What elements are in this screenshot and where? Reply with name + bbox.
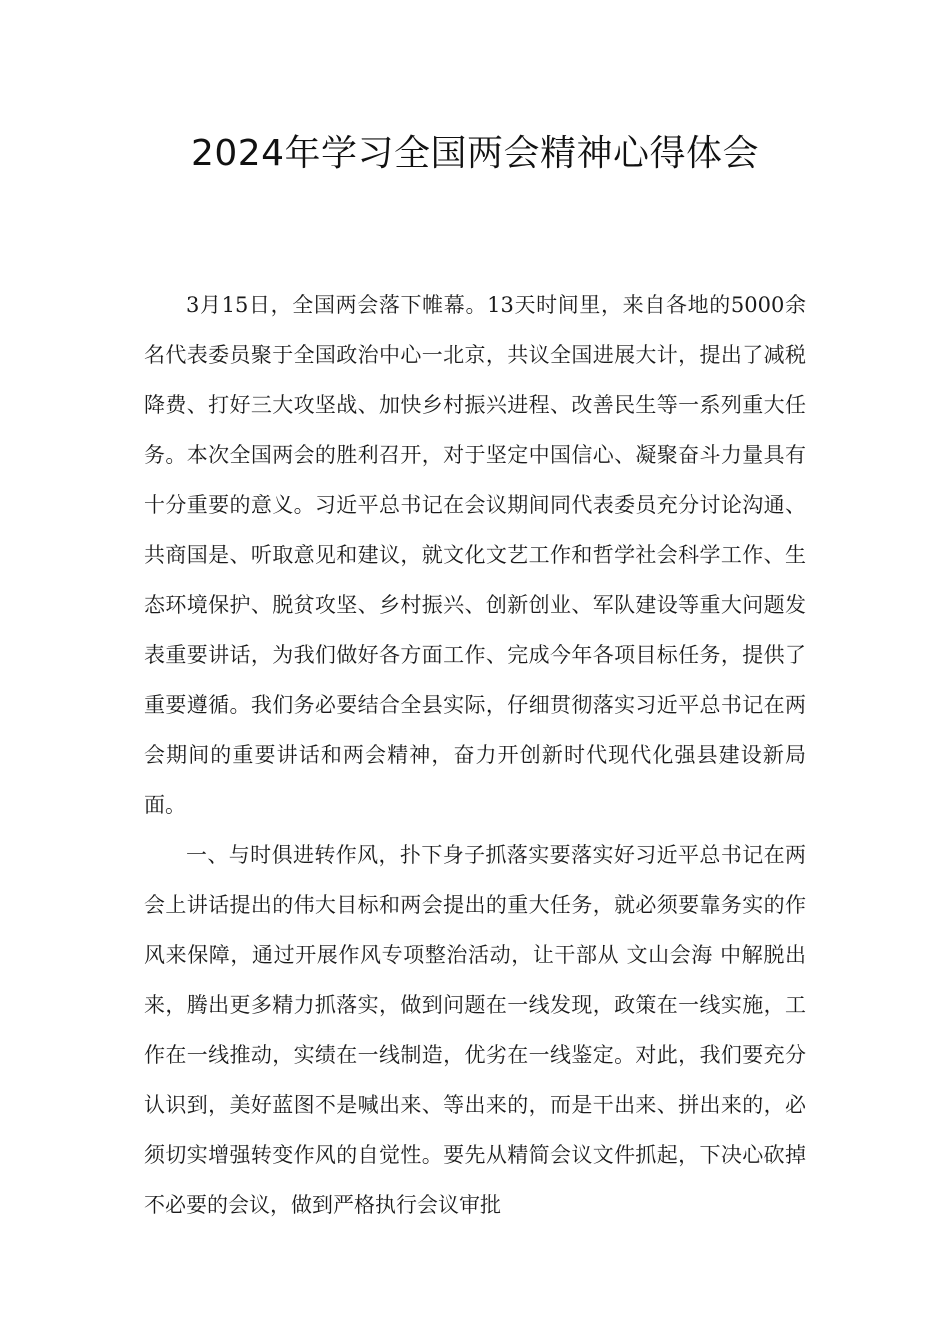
paragraph-section-one: 一、与时俱进转作风，扑下身子抓落实要落实好习近平总书记在两会上讲话提出的伟大目标和两会提出的重大任务，就必须要靠务实的作风来保障，通过开展作风专项整治活动，让干部从 文山会海 中解脱出来，腾出更多精力抓落实，做到问题在一线发现，政策在一线实施，工作在一线推动，实绩在一线制造，优劣在一线鉴定。对此，我们要充分认识到，美好蓝图不是喊出来、等出来的，而是干出来、拼出来的，必须切实增强转变作风的自觉性。要先从精简会议文件抓起，下决心砍掉不必要的会议，做到严格执行会议审批 <box>144 843 806 1217</box>
document-body <box>144 280 806 1230</box>
document-title: 2024年学习全国两会精神心得体会 <box>190 133 760 174</box>
paragraph-intro: 3月15日，全国两会落下帷幕。13天时间里，来自各地的5000余名代表委员聚于全国政治中心一北京，共议全国进展大计，提出了减税降费、打好三大攻坚战、加快乡村振兴进程、改善民生等一系列重大任务。本次全国两会的胜利召开，对于坚定中国信心、凝聚奋斗力量具有十分重要的意义。习近平总书记在会议期间同代表委员充分讨论沟通、共商国是、听取意见和建议，就文化文艺工作和哲学社会科学工作、生态环境保护、脱贫攻坚、乡村振兴、创新创业、军队建设等重大问题发表重要讲话，为我们做好各方面工作、完成今年各项目标任务，提供了重要遵循。我们务必要结合全县实际，仔细贯彻落实习近平总书记在两会期间的重要讲话和两会精神，奋力开创新时代现代化强县建设新局面。 <box>144 293 806 817</box>
